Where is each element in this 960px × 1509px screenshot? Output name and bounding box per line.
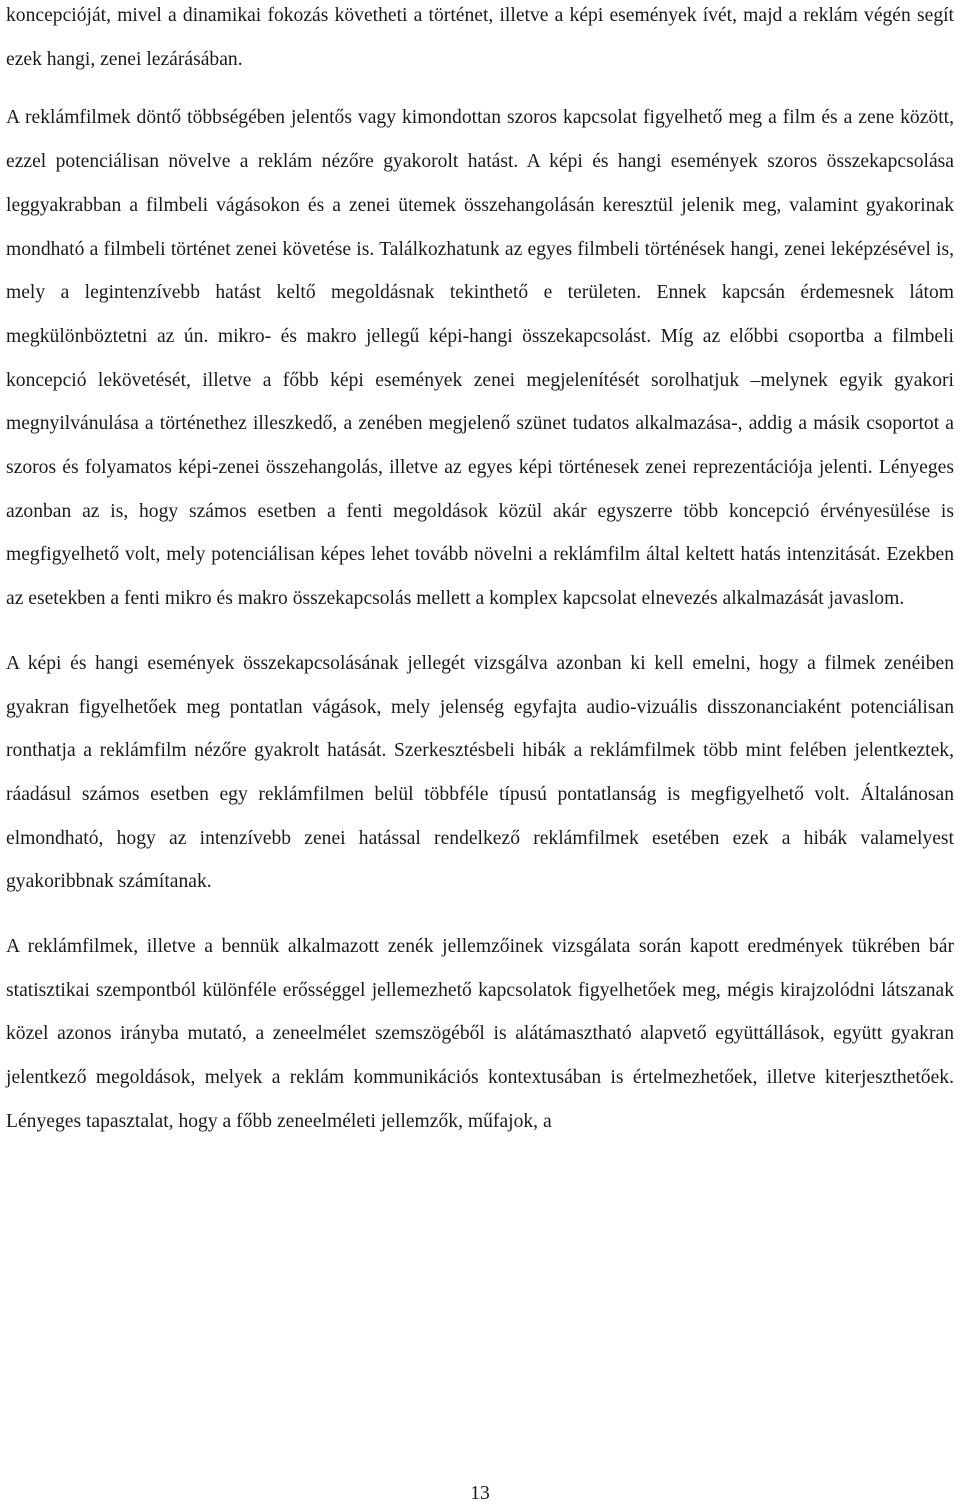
paragraph-continuation-wrapper bbox=[6, 0, 954, 87]
paragraph-editing-errors: A képi és hangi események összekapcsolásának jellegét vizsgálva azonban ki kell emelni, hogy a filmek zenéiben gyakran figyelhetőek meg pontatlan vágások, mely jelenség egyfajta audio-vizuális disszonanciaként potenciálisan ronthatja a reklámfilm nézőre gyakrolt hatását. Szerkesztésbeli hibák a reklámfilmek több mint felében jelentkeztek, ráadásul számos esetben egy reklámfilmen belül többféle típusú pontatlanság is megfigyelhető volt. Általánosan elmondható, hogy az intenzívebb zenei hatással rendelkező reklámfilmek esetében ezek a hibák valamelyest gyakoribbnak számítanak. bbox=[6, 652, 954, 893]
paragraph-film-music-connection: A reklámfilmek döntő többségében jelentős vagy kimondottan szoros kapcsolat figyelhető meg a film és a zene között, ezzel potenciálisan növelve a reklám nézőre gyakorolt hatást. A képi és hangi események szoros összekapcsolása leggyakrabban a filmbeli vágásokon és a zenei ütemek összehangolásán keresztül jelenik meg, valamint gyakorinak mondható a filmbeli történet zenei követése is. Találkozhatunk az egyes filmbeli történések hangi, zenei leképzésével is, mely a legintenzívebb hatást keltő megoldásnak tekinthető e területen. Ennek kapcsán érdemesnek látom megkülönböztetni az ún. mikro- és makro jellegű képi-hangi összekapcsolást. Míg az előbbi csoportba a filmbeli koncepció lekövetését, illetve a főbb képi események zenei megjelenítését sorolhatjuk –melynek egyik gyakori megnyilvánulása a történethez illeszkedő, a zenében megjelenő szünet tudatos alkalmazása-, addig a másik csoportot a szoros és folyamatos képi-zenei összehangolás, illetve az egyes képi történesek zenei reprezentációja jelenti. Lényeges azonban az is, hogy számos esetben a fenti megoldások közül akár egyszerre több koncepció érvényesülése is megfigyelhető volt, mely potenciálisan képes lehet tovább növelni a reklámfilm által keltett hatás intenzitását. Ezekben az esetekben a fenti mikro és makro összekapcsolás mellett a komplex kapcsolat elnevezés alkalmazását javaslom. bbox=[6, 107, 954, 610]
page-number: 13 bbox=[470, 1483, 490, 1504]
paragraph-continuation: koncepcióját, mivel a dinamikai fokozás követheti a történet, illetve a képi események ívét, majd a reklám végén segít ezek hangi, zenei lezárásában. bbox=[6, 5, 954, 70]
paragraph-results: A reklámfilmek, illetve a bennük alkalmazott zenék jellemzőinek vizsgálata során kapott eredmények tükrében bár statisztikai szempontból különféle erősséggel jellemezhető kapcsolatok figyelhetőek meg, mégis kirajzolódni látszanak közel azonos irányba mutató, a zeneelmélet szemszögéből is alátámasztható alapvető együttállások, együtt gyakran jelentkező megoldások, melyek a reklám kommunikációs kontextusában is értelmezhetőek, illetve kiterjeszthetőek. Lényeges tapasztalat, hogy a főbb zeneelméleti jellemzők, műfajok, a bbox=[6, 936, 954, 1132]
